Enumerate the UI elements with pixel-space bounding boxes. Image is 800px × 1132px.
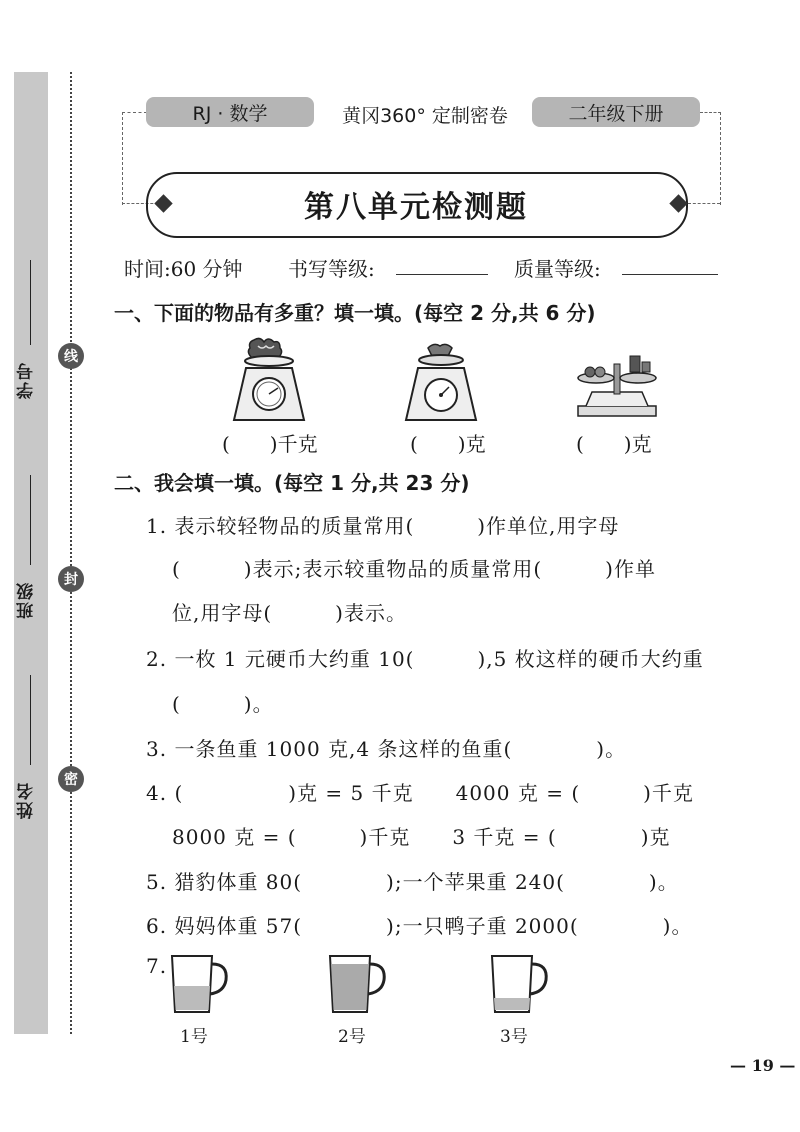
- kitchen-scale-kg-icon: [232, 336, 306, 422]
- subject-tag: RJ · 数学: [146, 97, 314, 127]
- question-1-line-1: 1. 表示较轻物品的质量常用( )作单位,用字母: [146, 514, 620, 538]
- student-id-line: [30, 260, 31, 345]
- question-3: 3. 一条鱼重 1000 克,4 条这样的鱼重( )。: [146, 737, 627, 761]
- page-title: 第八单元检测题: [304, 190, 528, 225]
- answer-scale-2[interactable]: ( )克: [410, 432, 486, 456]
- page-number: — 19 —: [730, 1056, 796, 1075]
- kitchen-scale-g-icon: [404, 340, 478, 422]
- cut-line: [70, 72, 72, 1034]
- cup-3-icon: [488, 952, 552, 1016]
- cup-2-icon: [326, 952, 390, 1016]
- cup-3-label: 3号: [500, 1027, 528, 1047]
- binding-strip: [14, 72, 48, 1034]
- student-id-label: 学号: [17, 361, 37, 399]
- answer-scale-1[interactable]: ( )千克: [222, 432, 318, 456]
- cup-1-icon: [168, 952, 232, 1016]
- header-dash-right-bottom: [688, 203, 720, 204]
- header-dash-left: [122, 112, 147, 205]
- question-2-line-2: ( )。: [172, 692, 274, 716]
- answer-scale-3[interactable]: ( )克: [576, 432, 652, 456]
- section1-heading: 一、下面的物品有多重？填一填。(每空 2 分,共 6 分): [114, 301, 596, 325]
- question-1-line-2: ( )表示;表示较重物品的质量常用( )作单: [172, 557, 656, 581]
- section2-heading: 二、我会填一填。(每空 1 分,共 23 分): [114, 471, 470, 495]
- class-label: 班级: [17, 581, 37, 619]
- series-name: 黄冈360° 定制密卷: [342, 105, 508, 127]
- question-5: 5. 猎豹体重 80( );一个苹果重 240( )。: [146, 870, 679, 894]
- cup-1-label: 1号: [180, 1027, 208, 1047]
- question-1-line-3: 位,用字母( )表示。: [172, 601, 407, 625]
- seal-line-mark: 线: [58, 343, 84, 369]
- question-4-line-2: 8000 克 = ( )千克 3 千克 = ( )克: [172, 825, 671, 849]
- quality-grade-field[interactable]: [622, 256, 718, 275]
- cup-2-label: 2号: [338, 1027, 366, 1047]
- seal-seal-mark: 封: [58, 566, 84, 592]
- writing-grade-label: 书写等级:: [288, 257, 375, 281]
- quality-grade-label: 质量等级:: [514, 257, 601, 281]
- exam-time: 时间:60 分钟: [124, 257, 243, 281]
- name-line: [30, 675, 31, 765]
- class-line: [30, 475, 31, 565]
- header-dash-right: [700, 112, 721, 205]
- question-2-line-1: 2. 一枚 1 元硬币大约重 10( ),5 枚这样的硬币大约重: [146, 647, 704, 671]
- question-4-line-1: 4. ( )克 = 5 千克 4000 克 = ( )千克: [146, 781, 694, 805]
- name-label: 姓名: [17, 781, 37, 819]
- writing-grade-field[interactable]: [396, 256, 488, 275]
- balance-scale-icon: [572, 350, 662, 420]
- seal-dense-mark: 密: [58, 766, 84, 792]
- grade-tag: 二年级下册: [532, 97, 700, 127]
- question-6: 6. 妈妈体重 57( );一只鸭子重 2000( )。: [146, 914, 693, 938]
- question-7: 7.: [146, 954, 168, 978]
